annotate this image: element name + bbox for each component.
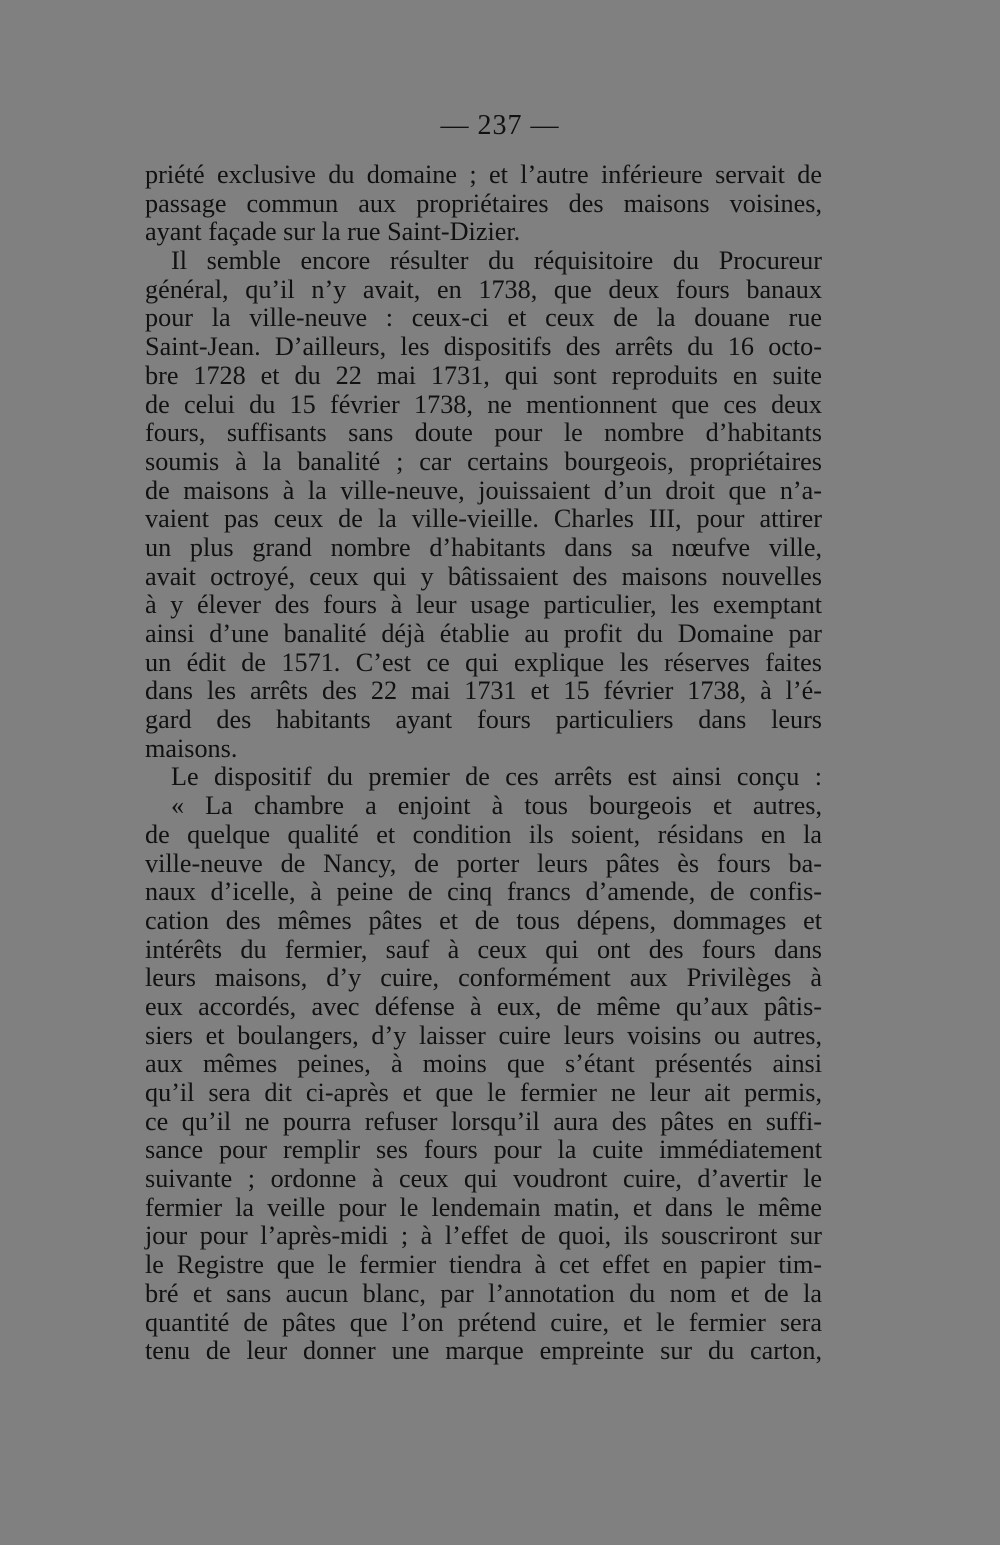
text-line: siers et boulangers, d’y laisser cuire leurs voisins ou autres, (145, 1020, 822, 1050)
text-line: gard des habitants ayant fours particuliers dans leurs (145, 705, 822, 735)
text-line: suivante ; ordonne à ceux qui voudront cuire, d’avertir le (145, 1164, 822, 1194)
text-line: cation des mêmes pâtes et de tous dépens, dommages et (145, 905, 822, 935)
text-line: bré et sans aucun blanc, par l’annotation du nom et de la (145, 1278, 822, 1308)
text-line: général, qu’il n’y avait, en 1738, que deux fours banaux (145, 274, 822, 304)
body-text (145, 161, 822, 1366)
text-line: « La chambre a enjoint à tous bourgeois et autres, (171, 791, 822, 821)
text-line: à y élever des fours à leur usage particulier, les exemptant (145, 590, 822, 620)
text-line: Saint-Jean. D’ailleurs, les dispositifs des arrêts du 16 octo- (145, 332, 822, 362)
text-line: de quelque qualité et condition ils soient, résidans en la (145, 819, 822, 849)
text-line: de maisons à la ville-neuve, jouissaient d’un droit que n’a- (145, 475, 822, 505)
text-line: fermier la veille pour le lendemain matin, et dans le même (145, 1192, 822, 1222)
text-line: avait octroyé, ceux qui y bâtissaient des maisons nouvelles (145, 561, 822, 591)
text-line: le Registre que le fermier tiendra à cet effet en papier tim- (145, 1250, 822, 1280)
text-line: eux accordés, avec défense à eux, de même qu’aux pâtis- (145, 991, 822, 1021)
text-line: sance pour remplir ses fours pour la cuite immédiatement (145, 1135, 822, 1165)
text-line: ayant façade sur la rue Saint-Dizier. (145, 217, 521, 247)
text-line: leurs maisons, d’y cuire, conformément aux Privilèges à (145, 963, 822, 993)
text-line: un édit de 1571. C’est ce qui explique les réserves faites (145, 647, 822, 677)
text-line: tenu de leur donner une marque empreinte sur du carton, (145, 1336, 822, 1366)
text-line: ainsi d’une banalité déjà établie au profit du Domaine par (145, 619, 822, 648)
text-line: de celui du 15 février 1738, ne mentionnent que ces deux (145, 389, 822, 419)
text-line: naux d’icelle, à peine de cinq francs d’amende, de confis- (145, 877, 822, 907)
text-line: maisons. (145, 733, 238, 763)
text-line: intérêts du fermier, sauf à ceux qui ont des fours dans (145, 934, 822, 964)
text-line: vaient pas ceux de la ville-vieille. Charles III, pour attirer (145, 504, 822, 534)
text-line: passage commun aux propriétaires des maisons voisines, (145, 188, 822, 218)
text-line: Il semble encore résulter du réquisitoire du Procureur (171, 246, 822, 276)
text-line: ce qu’il ne pourra refuser lorsqu’il aura des pâtes en suffi- (145, 1106, 822, 1136)
text-line: soumis à la banalité ; car certains bourgeois, propriétaires (145, 446, 822, 476)
text-line: ville-neuve de Nancy, de porter leurs pâtes ès fours ba- (145, 848, 822, 878)
text-line: un plus grand nombre d’habitants dans sa nœufve ville, (145, 532, 822, 562)
text-line: fours, suffisants sans doute pour le nombre d’habitants (145, 418, 822, 448)
page-number: — 237 — (440, 110, 560, 141)
text-line: quantité de pâtes que l’on prétend cuire, et le fermier sera (145, 1307, 822, 1337)
text-line: dans les arrêts des 22 mai 1731 et 15 février 1738, à l’é- (145, 676, 822, 706)
text-line: bre 1728 et du 22 mai 1731, qui sont reproduits en suite (145, 360, 822, 390)
text-line: priété exclusive du domaine ; et l’autre inférieure servait de (145, 160, 822, 189)
text-line: jour pour l’après-midi ; à l’effet de quoi, ils souscriront sur (145, 1221, 822, 1251)
text-line: pour la ville-neuve : ceux-ci et ceux de la douane rue (145, 303, 822, 333)
text-line: aux mêmes peines, à moins que s’étant présentés ainsi (145, 1049, 822, 1079)
text-line: Le dispositif du premier de ces arrêts est ainsi conçu : (171, 762, 822, 792)
text-line: qu’il sera dit ci-après et que le fermier ne leur ait permis, (145, 1078, 822, 1107)
